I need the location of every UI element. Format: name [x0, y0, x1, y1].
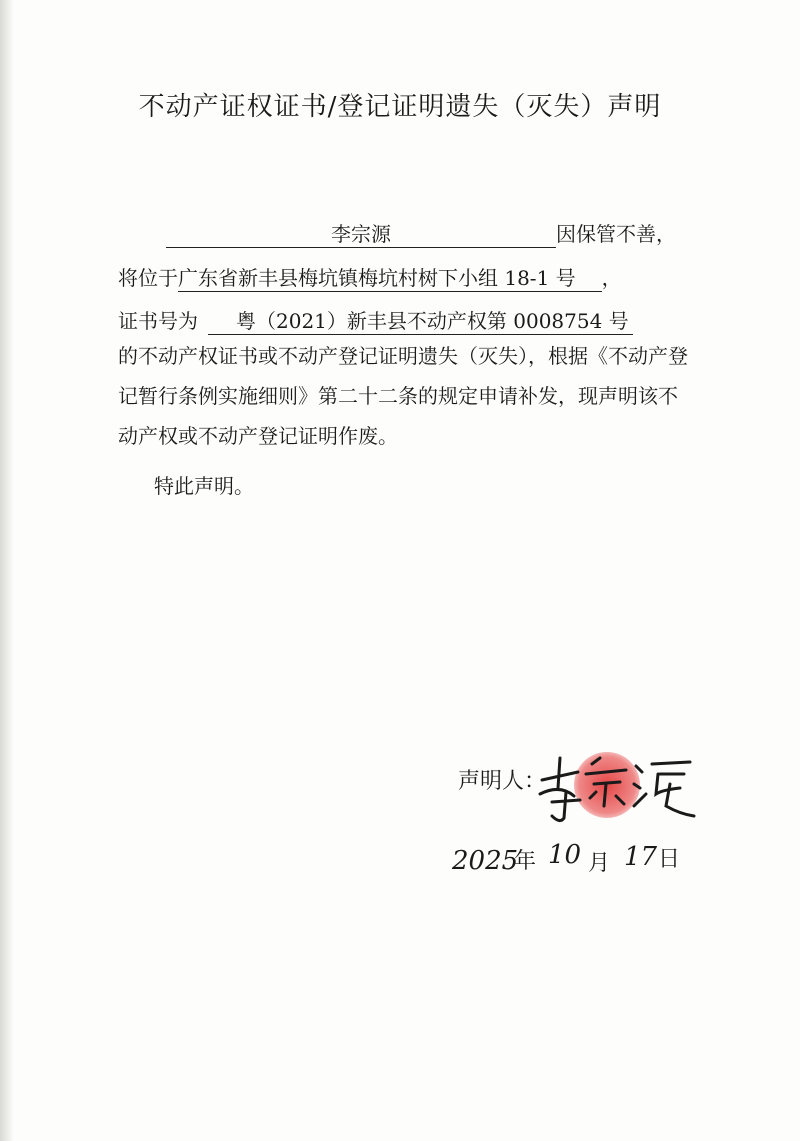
- address-suffix: ，: [601, 266, 622, 290]
- certificate-line: [118, 305, 633, 335]
- signature-date: [452, 836, 692, 882]
- date-year: 2025: [452, 846, 519, 876]
- certificate-number: 粤（2021）新丰县不动产权第 0008754 号: [208, 308, 633, 335]
- handwritten-signature: [530, 744, 700, 824]
- signer-label: 声明人：: [458, 769, 547, 794]
- declarant-name: 李宗源: [166, 221, 556, 248]
- date-month-char: 月: [588, 851, 611, 876]
- date-month: 10: [548, 840, 582, 870]
- date-day-char: 日: [658, 847, 681, 872]
- declarant-line: [166, 218, 676, 248]
- declaration-body: 的不动产权证书或不动产登记证明遗失（灭失），根据《不动产登记暂行条例实施细则》第二十二条的规定申请补发，现声明该不动产权或不动产登记证明作废。: [118, 344, 688, 448]
- address-prefix: 将位于: [118, 266, 178, 290]
- closing-text: 特此声明。: [154, 474, 254, 498]
- certificate-prefix: 证书号为: [118, 309, 198, 333]
- document-title: 不动产证权证书/登记证明遗失（灭失）声明: [138, 92, 662, 122]
- date-year-char: 年: [514, 849, 537, 874]
- property-address: 广东省新丰县梅坑镇梅坑村树下小组 18-1 号: [178, 265, 602, 292]
- declarant-reason: 因保管不善，: [556, 222, 676, 246]
- scan-edge-shadow: [0, 0, 14, 1141]
- address-line: [118, 262, 622, 292]
- date-day: 17: [624, 842, 658, 872]
